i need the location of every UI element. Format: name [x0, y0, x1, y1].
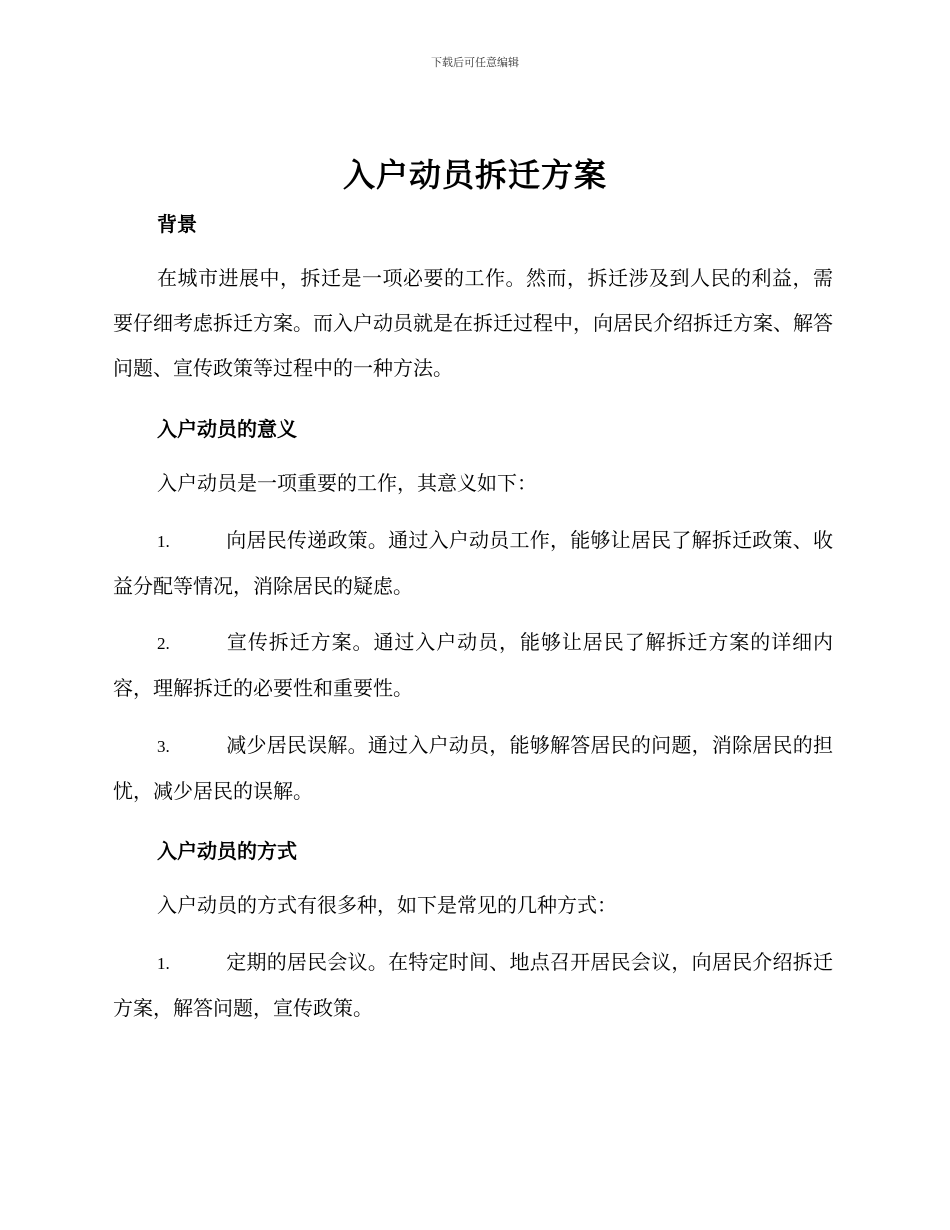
list-item-number: 1.	[157, 954, 170, 973]
section-heading-background: 背景	[157, 212, 197, 236]
significance-intro: 入户动员是一项重要的工作，其意义如下：	[157, 471, 537, 495]
list-item-number: 3.	[157, 737, 170, 756]
section-heading-significance: 入户动员的意义	[157, 417, 297, 441]
document-title: 入户动员拆迁方案	[342, 156, 607, 194]
list-item-text: 减少居民误解。通过入户动员，能够解答居民的问题，消除居民的担忧，减少居民的误解。	[113, 733, 833, 803]
list-item-text: 定期的居民会议。在特定时间、地点召开居民会议，向居民介绍拆迁方案，解答问题，宣传政策。	[113, 950, 833, 1020]
list-item-number: 1.	[157, 532, 170, 551]
list-item	[113, 620, 833, 711]
methods-intro: 入户动员的方式有很多种，如下是常见的几种方式：	[157, 893, 617, 917]
list-item	[113, 940, 833, 1031]
background-paragraph: 在城市进展中，拆迁是一项必要的工作。然而，拆迁涉及到人民的利益，需要仔细考虑拆迁方案。而入户动员就是在拆迁过程中，向居民介绍拆迁方案、解答问题、宣传政策等过程中的一种方法。	[113, 266, 833, 380]
list-item-number: 2.	[157, 634, 170, 653]
list-item	[113, 723, 833, 814]
list-item	[113, 518, 833, 609]
list-item-text: 向居民传递政策。通过入户动员工作，能够让居民了解拆迁政策、收益分配等情况，消除居民的疑虑。	[113, 528, 833, 598]
header-note: 下载后可任意编辑	[431, 56, 519, 69]
list-item-text: 宣传拆迁方案。通过入户动员，能够让居民了解拆迁方案的详细内容，理解拆迁的必要性和重要性。	[113, 630, 833, 700]
section-heading-methods: 入户动员的方式	[157, 839, 297, 863]
